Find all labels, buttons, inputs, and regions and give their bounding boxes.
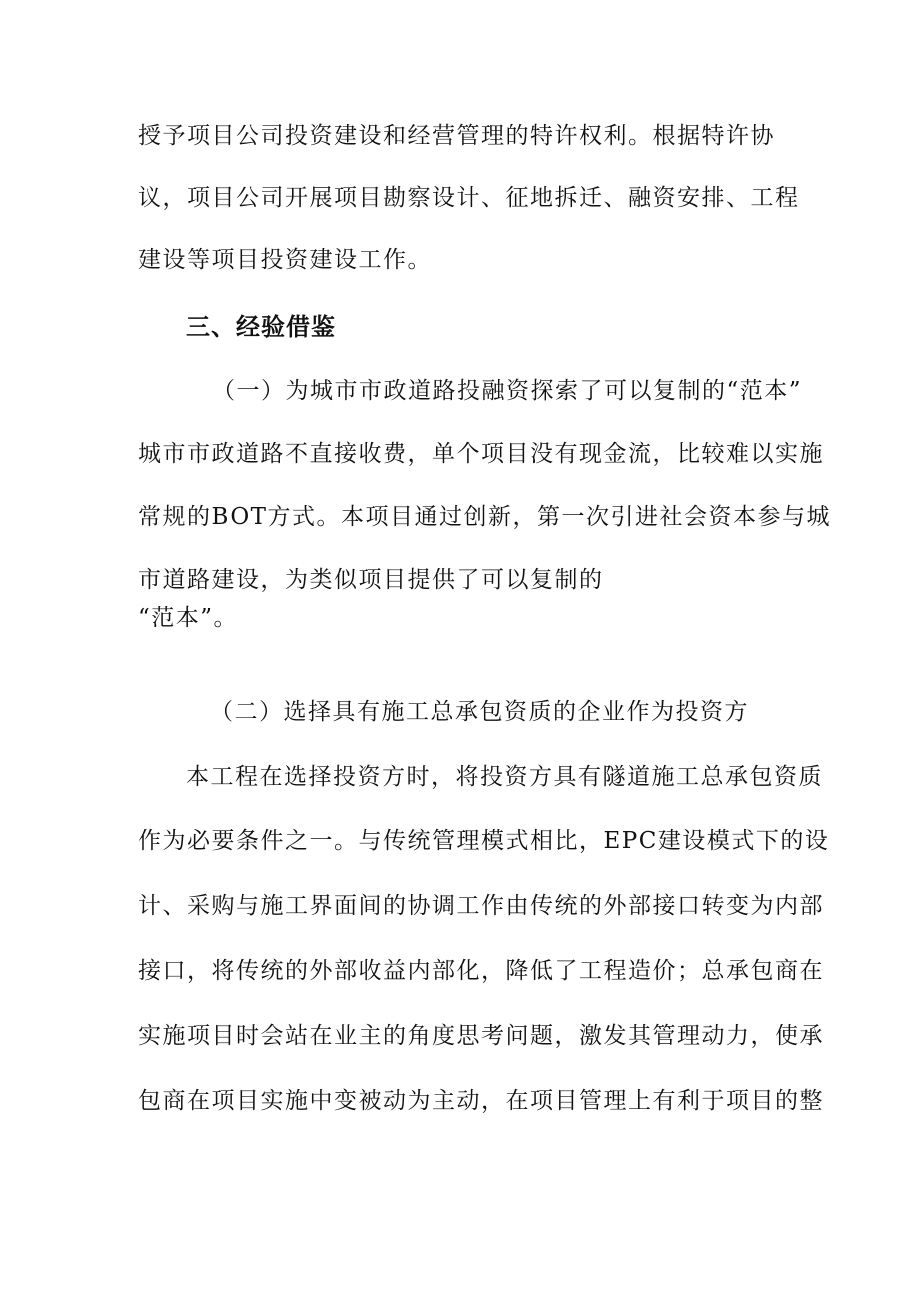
paragraph-line: 实施项目时会站在业主的角度思考问题，激发其管理动力，使承	[138, 1023, 824, 1049]
paragraph-line: 作为必要条件之一。与传统管理模式相比，EPC建设模式下的设	[138, 828, 830, 854]
paragraph-line: 城市市政道路不直接收费，单个项目没有现金流，比较难以实施	[138, 441, 824, 467]
subsection-heading: （一）为城市市政道路投融资探索了可以复制的“范本”	[212, 378, 803, 404]
paragraph-line: 常规的BOT方式。本项目通过创新，第一次引进社会资本参与城	[138, 504, 832, 530]
paragraph-line: “范本”。	[138, 605, 239, 631]
paragraph-line: 建设等项目投资建设工作。	[138, 247, 432, 273]
paragraph-line: 授予项目公司投资建设和经营管理的特许权利。根据特许协	[138, 123, 775, 149]
paragraph-line: 包商在项目实施中变被动为主动，在项目管理上有利于项目的整	[138, 1088, 824, 1114]
section-heading: 三、经验借鉴	[186, 313, 336, 341]
paragraph-line: 市道路建设，为类似项目提供了可以复制的	[138, 567, 604, 593]
paragraph-line: 议，项目公司开展项目勘察设计、征地拆迁、融资安排、工程	[138, 185, 800, 211]
paragraph-line: 接口，将传统的外部收益内部化，降低了工程造价；总承包商在	[138, 958, 824, 984]
paragraph-line: 本工程在选择投资方时，将投资方具有隧道施工总承包资质	[186, 764, 823, 790]
paragraph-line: 计、采购与施工界面间的协调工作由传统的外部接口转变为内部	[138, 893, 824, 919]
subsection-heading: （二）选择具有施工总承包资质的企业作为投资方	[210, 699, 749, 725]
